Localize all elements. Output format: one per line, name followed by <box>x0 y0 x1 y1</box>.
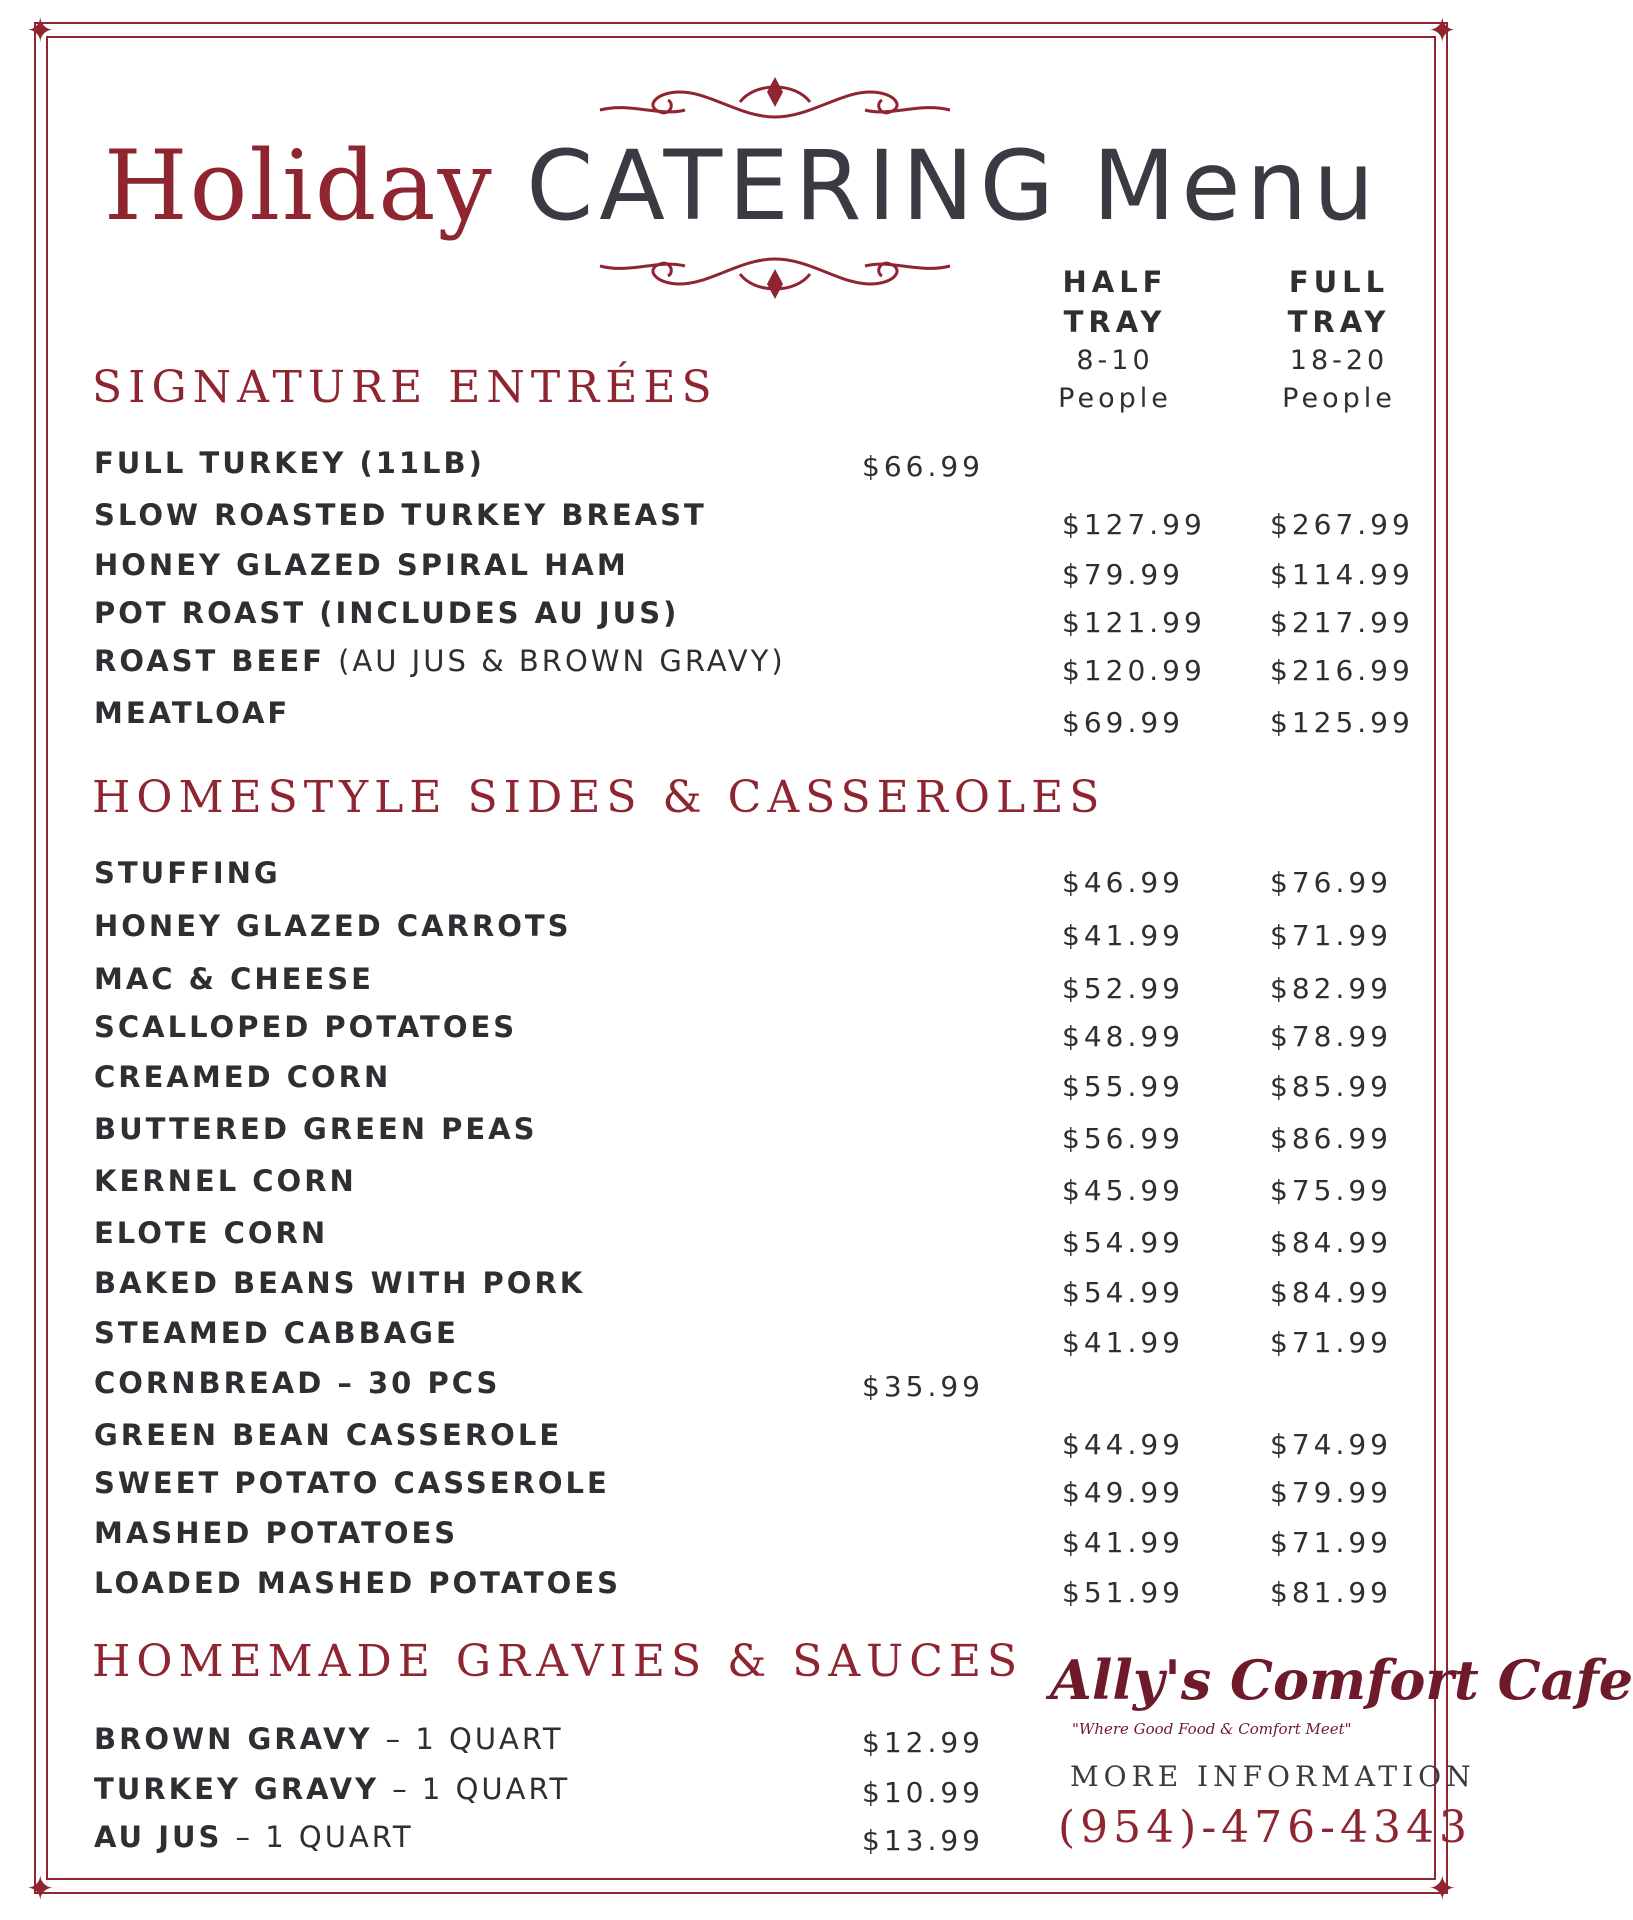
more-information-label: MORE INFORMATION <box>1070 1760 1476 1793</box>
full-tray-price: $84.99 <box>1270 1226 1392 1259</box>
menu-item-name <box>94 596 679 630</box>
half-tray-price: $41.99 <box>1062 919 1184 952</box>
item-name: LOADED MASHED POTATOES <box>94 1566 622 1600</box>
half-tray-price: $127.99 <box>1062 508 1206 541</box>
half-tray-label-2: TRAY <box>1063 305 1167 339</box>
title-holiday: Holiday <box>103 130 494 242</box>
single-price: $66.99 <box>862 450 984 483</box>
full-tray-price: $79.99 <box>1270 1476 1392 1509</box>
single-price: $10.99 <box>862 1776 984 1809</box>
full-tray-label: FULL <box>1288 265 1390 299</box>
brand-tagline: "Where Good Food & Comfort Meet" <box>1072 1720 1352 1738</box>
single-price: $35.99 <box>862 1370 984 1403</box>
half-tray-price: $52.99 <box>1062 972 1184 1005</box>
full-tray-people: People <box>1282 383 1396 414</box>
single-price: $13.99 <box>862 1824 984 1857</box>
half-tray-price: $45.99 <box>1062 1174 1184 1207</box>
full-tray-price: $85.99 <box>1270 1070 1392 1103</box>
item-name: MASHED POTATOES <box>94 1516 459 1550</box>
menu-item-name <box>94 1266 585 1300</box>
item-name: BUTTERED GREEN PEAS <box>94 1112 538 1146</box>
section-signature-entrees: SIGNATURE ENTRÉES <box>92 362 718 413</box>
top-flourish-icon <box>590 72 960 132</box>
full-tray-count: 18-20 <box>1289 345 1389 376</box>
item-name: TURKEY GRAVY <box>94 1772 380 1806</box>
menu-item-name <box>94 1722 564 1756</box>
full-tray-price: $82.99 <box>1270 972 1392 1005</box>
menu-item-name <box>94 1566 621 1600</box>
menu-item-name <box>94 548 629 582</box>
full-tray-price: $74.99 <box>1270 1428 1392 1461</box>
item-name: BROWN GRAVY <box>94 1722 373 1756</box>
item-name: CORNBREAD – 30 PCS <box>94 1366 501 1400</box>
menu-item-name <box>94 1216 328 1250</box>
menu-item-name <box>94 1466 610 1500</box>
item-name: ROAST BEEF <box>94 644 325 678</box>
item-name: SLOW ROASTED TURKEY BREAST <box>94 498 707 532</box>
full-tray-label-2: TRAY <box>1287 305 1391 339</box>
item-name: HONEY GLAZED SPIRAL HAM <box>94 548 629 582</box>
full-tray-price: $216.99 <box>1270 654 1414 687</box>
item-note: – 1 QUART <box>385 1722 564 1756</box>
half-tray-header <box>1040 262 1190 418</box>
full-tray-price: $71.99 <box>1270 1326 1392 1359</box>
menu-item-name <box>94 909 572 943</box>
item-note: – 1 QUART <box>235 1820 414 1854</box>
full-tray-price: $86.99 <box>1270 1122 1392 1155</box>
half-tray-people: People <box>1058 383 1172 414</box>
menu-item-name <box>94 696 290 730</box>
half-tray-price: $44.99 <box>1062 1428 1184 1461</box>
item-name: GREEN BEAN CASSEROLE <box>94 1418 563 1452</box>
item-name: HONEY GLAZED CARROTS <box>94 909 572 943</box>
half-tray-price: $49.99 <box>1062 1476 1184 1509</box>
menu-item-name <box>94 1060 391 1094</box>
item-note: – 1 QUART <box>392 1772 571 1806</box>
full-tray-price: $267.99 <box>1270 508 1414 541</box>
half-tray-price: $121.99 <box>1062 606 1206 639</box>
menu-item-name <box>94 1820 414 1854</box>
menu-item-name <box>94 1772 570 1806</box>
menu-item-name <box>94 1418 562 1452</box>
half-tray-price: $69.99 <box>1062 706 1184 739</box>
full-tray-price: $78.99 <box>1270 1020 1392 1053</box>
item-name: STEAMED CABBAGE <box>94 1316 459 1350</box>
menu-item-name <box>94 856 281 890</box>
item-name: ELOTE CORN <box>94 1216 329 1250</box>
section-sides-casseroles: HOMESTYLE SIDES & CASSEROLES <box>92 772 1106 823</box>
item-name: CREAMED CORN <box>94 1060 392 1094</box>
half-tray-price: $41.99 <box>1062 1326 1184 1359</box>
menu-item-name <box>94 1010 517 1044</box>
corner-ornament-icon: ✦ <box>1428 11 1457 51</box>
menu-item-name <box>94 1366 500 1400</box>
corner-ornament-icon: ✦ <box>1428 1869 1457 1909</box>
inner-border <box>46 36 1436 1880</box>
item-name: SCALLOPED POTATOES <box>94 1010 518 1044</box>
menu-item-name <box>94 644 786 678</box>
item-name: BAKED BEANS WITH PORK <box>94 1266 586 1300</box>
item-name: AU JUS <box>94 1820 223 1854</box>
half-tray-price: $55.99 <box>1062 1070 1184 1103</box>
title-catering: CATERING <box>526 130 1061 242</box>
menu-item-name <box>94 446 485 480</box>
full-tray-price: $217.99 <box>1270 606 1414 639</box>
full-tray-price: $75.99 <box>1270 1174 1392 1207</box>
item-name: STUFFING <box>94 856 281 890</box>
half-tray-price: $51.99 <box>1062 1576 1184 1609</box>
half-tray-price: $79.99 <box>1062 558 1184 591</box>
menu-item-name <box>94 498 707 532</box>
brand-logo: Ally's Comfort Cafe <box>1050 1648 1633 1712</box>
half-tray-price: $54.99 <box>1062 1276 1184 1309</box>
half-tray-price: $54.99 <box>1062 1226 1184 1259</box>
full-tray-price: $81.99 <box>1270 1576 1392 1609</box>
half-tray-count: 8-10 <box>1076 345 1154 376</box>
item-name: POT ROAST (INCLUDES AU JUS) <box>94 596 680 630</box>
half-tray-label: HALF <box>1062 265 1168 299</box>
menu-item-name <box>94 1316 459 1350</box>
item-note: (AU JUS & BROWN GRAVY) <box>338 644 786 678</box>
half-tray-price: $56.99 <box>1062 1122 1184 1155</box>
corner-ornament-icon: ✦ <box>26 11 55 51</box>
phone-number: (954)-476-4343 <box>1058 1802 1473 1853</box>
item-name: MEATLOAF <box>94 696 291 730</box>
corner-ornament-icon: ✦ <box>26 1869 55 1909</box>
full-tray-price: $76.99 <box>1270 866 1392 899</box>
full-tray-price: $125.99 <box>1270 706 1414 739</box>
bottom-flourish-icon <box>590 244 960 304</box>
title-menu: Menu <box>1092 130 1381 242</box>
item-name: SWEET POTATO CASSEROLE <box>94 1466 610 1500</box>
full-tray-header <box>1264 262 1414 418</box>
item-name: KERNEL CORN <box>94 1164 357 1198</box>
full-tray-price: $114.99 <box>1270 558 1414 591</box>
menu-item-name <box>94 962 374 996</box>
menu-item-name <box>94 1112 538 1146</box>
page-title <box>0 130 1484 242</box>
half-tray-price: $46.99 <box>1062 866 1184 899</box>
item-name: MAC & CHEESE <box>94 962 374 996</box>
single-price: $12.99 <box>862 1726 984 1759</box>
menu-item-name <box>94 1164 357 1198</box>
half-tray-price: $41.99 <box>1062 1526 1184 1559</box>
full-tray-price: $71.99 <box>1270 1526 1392 1559</box>
half-tray-price: $120.99 <box>1062 654 1206 687</box>
menu-item-name <box>94 1516 458 1550</box>
item-name: FULL TURKEY (11LB) <box>94 446 485 480</box>
half-tray-price: $48.99 <box>1062 1020 1184 1053</box>
full-tray-price: $71.99 <box>1270 919 1392 952</box>
section-gravies-sauces: HOMEMADE GRAVIES & SAUCES <box>92 1636 1024 1687</box>
full-tray-price: $84.99 <box>1270 1276 1392 1309</box>
